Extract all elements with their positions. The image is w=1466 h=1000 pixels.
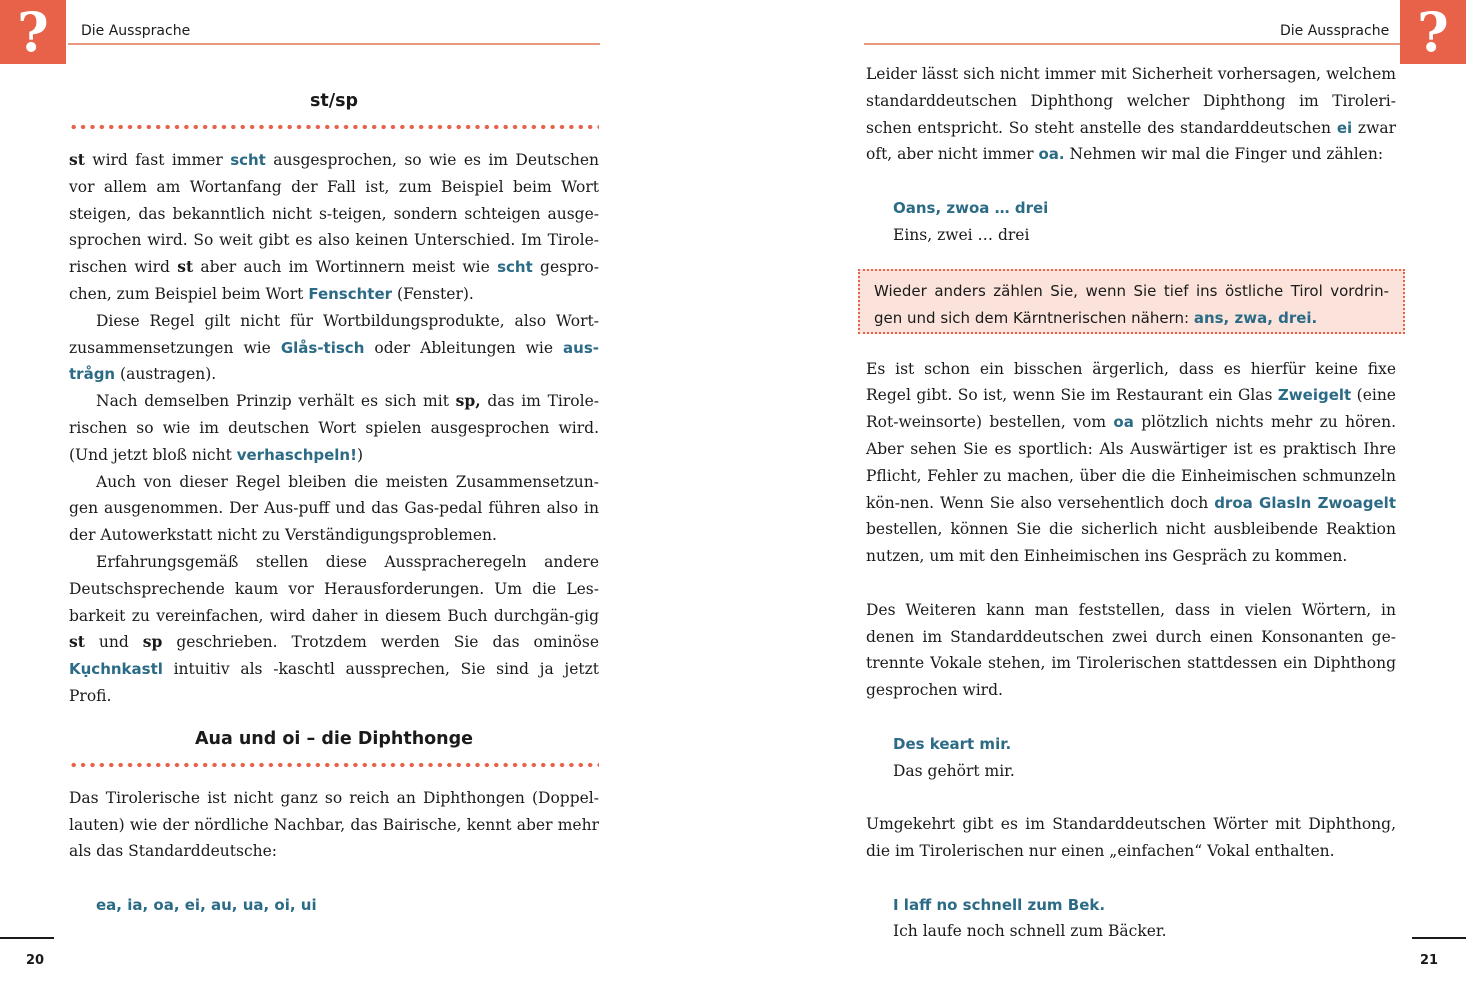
section-heading-diphthonge: Aua und oi – die Diphthonge [194, 728, 474, 749]
paragraph: Diese Regel gilt nicht für Wortbildungsprodukte, also Wort-zusammensetzungen wie Glås-tisch oder Ableitungen wie aus-trågn (austragen). [69, 311, 599, 384]
example-counting: Oans, zwoa … drei Eins, zwei … drei [893, 198, 1049, 244]
header-rule [864, 43, 1400, 45]
paragraph: st wird fast immer scht ausgesprochen, so wie es im Deutschen vor allem am Wortanfang der Fall ist, zum Beispiel beim Wort steigen, das bekanntlich nicht s-teigen, sondern schteigen ausge-sprochen wird. So weit gibt es also keinen Unterschied. Im Tirole-rischen wird st aber auch im Wortinnern meist wie scht gespro-chen, zum Beispiel beim Wort Fenschter (Fenster). [69, 150, 599, 303]
example-baecker: I laff no schnell zum Bek. Ich laufe noch schnell zum Bäcker. [893, 895, 1167, 941]
left-page-text [69, 86, 599, 919]
right-page-text [866, 61, 1396, 945]
paragraph: Umgekehrt gibt es im Standarddeutschen Wörter mit Diphthong, die im Tirolerischen nur einen „einfachen“ Vokal enthalten. [866, 815, 1396, 860]
page-number-left: 20 [26, 953, 45, 968]
dotted-divider [69, 124, 599, 130]
example-keart: Des keart mir. Das gehört mir. [893, 734, 1015, 780]
running-head-right: Die Aussprache [1280, 23, 1390, 39]
callout-box: Wieder anders zählen Sie, wenn Sie tief ins östliche Tirol vordrin-gen und sich dem Kärntnerischen nähern: ans, zwa, drei. [858, 269, 1405, 334]
paragraph: Nach demselben Prinzip verhält es sich mit sp, das im Tirole-rischen so wie im deutschen Wort spielen ausgesprochen wird. (Und jetzt bloß nicht verhaschpeln!) [69, 391, 599, 464]
example-diphthongs: ea, ia, oa, ei, au, ua, oi, ui [96, 895, 317, 914]
paragraph: Erfahrungsgemäß stellen diese Ausspracheregeln andere Deutschsprechende kaum vor Herausforderungen. Um die Les-barkeit zu vereinfachen, wird daher in diesem Buch durchgän-gig st und sp geschrieben. Trotzdem werden Sie das ominöse Kụchnkastl intuitiv als -kaschtl aussprechen, Sie sind ja jetzt Profi. [69, 552, 599, 705]
paragraph: Auch von dieser Regel bleiben die meisten Zusammensetzun-gen ausgenommen. Der Aus-puff und das Gas-pedal führen also in der Autowerkstatt nicht zu Verständigungsproblemen. [69, 472, 599, 545]
page-number-right: 21 [1420, 953, 1439, 968]
footer-rule [1412, 937, 1466, 939]
question-mark-icon: ? [1400, 0, 1466, 64]
question-mark-icon: ? [0, 0, 66, 64]
section-heading-st-sp: st/sp [309, 91, 359, 111]
header-rule [68, 43, 600, 45]
paragraph: Es ist schon ein bisschen ärgerlich, dass es hierfür keine fixe Regel gibt. So ist, wenn Sie im Restaurant ein Glas Zweigelt (eine Rot-weinsorte) bestellen, vom oa plötzlich nichts mehr zu hören. Aber sehen Sie es sportlich: Als Auswärtiger ist es praktisch Ihre Pflicht, Fehler zu machen, über die die Einheimischen schmunzeln kön-nen. Wenn Sie also versehentlich doch droa Glasln Zwoagelt bestellen, können Sie die sicherlich nicht ausbleibende Reaktion nutzen, um mit den Einheimischen ins Gespräch zu kommen. [866, 359, 1396, 566]
running-head-left: Die Aussprache [81, 23, 191, 39]
footer-rule [0, 937, 54, 939]
dotted-divider [69, 762, 599, 768]
paragraph: Des Weiteren kann man feststellen, dass in vielen Wörtern, in denen im Standarddeutschen zwei durch einen Konsonanten ge-trennte Vokale stehen, im Tirolerischen stattdessen ein Diphthong gesprochen wird. [866, 600, 1396, 700]
paragraph: Das Tirolerische ist nicht ganz so reich an Diphthongen (Doppel-lauten) wie der nördliche Nachbar, das Bairische, kennt aber mehr als das Standarddeutsche: [69, 788, 599, 861]
paragraph: Leider lässt sich nicht immer mit Sicherheit vorhersagen, welchem standarddeutschen Diphthong welcher Diphthong im Tiroleri-schen entspricht. So steht anstelle des standarddeutschen ei zwar oft, aber nicht immer oa. Nehmen wir mal die Finger und zählen: [866, 65, 1396, 164]
